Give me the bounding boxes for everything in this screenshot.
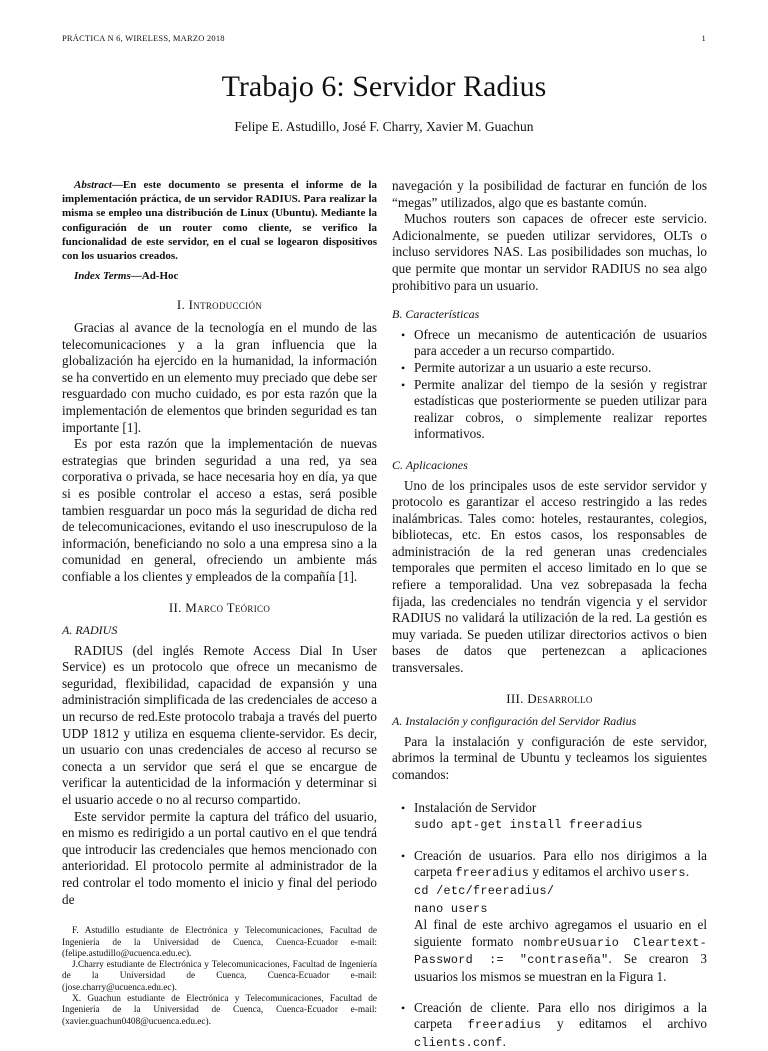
step-client-code-file: clients.conf <box>414 1035 503 1050</box>
step-users-command-cd: cd /etc/freeradius/ <box>414 883 555 898</box>
footnote-3: X. Guachun estudiante de Electrónica y Telecomunicaciones, Facultad de Ingeniería de la Universidad de Cuenca, Cuenca-Ecuador e-mail: (xavier.guachun0408@ucuenca.edu.ec). <box>62 993 377 1027</box>
marco-paragraph-2: Este servidor permite la captura del tráfico del usuario, en mismo es redirigido a un portal cautivo en el que tendrá que introducir las credenciales que hemos mencionado con anterioridad. El protocolo permite al administrador de la red controlar el todo momento el inicio y final del periodo de <box>62 808 377 907</box>
running-title: PRÁCTICA N 6, WIRELESS, MARZO 2018 <box>62 33 225 43</box>
list-item: • Ofrece un mecanismo de autenticación de usuarios para acceder a un recurso compartido. <box>414 327 707 360</box>
abstract <box>62 178 377 263</box>
marco-paragraph-4: Muchos routers son capaces de ofrecer este servicio. Adicionalmente, se pueden utilizar servidores, OLTs o incluso servidores NAS. Las posibilidades son muchas, lo que permite que montar un servidor RADIUS no sea algo prohibitivo para un usuario. <box>392 211 707 293</box>
steps-list <box>392 800 707 1051</box>
step-users-text-e: . Se crearon 3 usuarios los mismos se muestran en la Figura 1. <box>414 951 708 984</box>
step-item-users <box>414 848 707 986</box>
right-column <box>392 178 707 1051</box>
step-item-install <box>414 800 707 834</box>
subsection-heading-instalacion: A. Instalación y configuración del Servidor Radius <box>392 714 637 729</box>
list-item: • Permite analizar del tiempo de la sesión y registrar estadísticas que posteriormente se pueden utilizar para realizar cobros, o simplemente realizar reportes informativos. <box>414 377 707 443</box>
left-column <box>62 178 377 1028</box>
step-client-text-c: . <box>502 1033 506 1049</box>
running-header <box>62 33 706 43</box>
subsection-heading-aplicaciones: C. Aplicaciones <box>392 457 468 472</box>
footnote-rule <box>62 920 377 921</box>
subsection-heading-caracteristicas: B. Características <box>392 307 480 322</box>
step-install-command: sudo apt-get install freeradius <box>414 818 643 833</box>
paper-title: Trabajo 6: Servidor Radius <box>221 70 547 103</box>
subsection-heading-radius: A. RADIUS <box>62 623 118 638</box>
list-item: • Permite autorizar a un usuario a este recurso. <box>414 360 707 377</box>
footnote-2: J.Charry estudiante de Electrónica y Telecomunicaciones, Facultad de Ingeniería de la Universidad de Cuenca, Cuenca-Ecuador e-mail: (jose.charry@ucuenca.edu.ec). <box>62 960 377 993</box>
aplicaciones-paragraph: Uno de los principales usos de este servidor servidor y protocolo es garantizar el acceso restringido a las redes inalámbricas. Tales como: hoteles, restaurantes, colegios, bibliotecas, etc. En estos casos, los responsables de administración de la red generan unas credenciales temporales que permiten el acceso limitado en lo que se refiere a temporalidad. Una vez sobrepasada la fecha fijada, las credenciales no tendrán vigencia y el servidor RADIUS no validará la utilización de la red. La gestión es muy variada. Se pueden utilizar directorios activos o bien bases de datos que pertenezcan a aplicaciones transversales. <box>392 477 707 676</box>
step-users-code-file: users <box>648 866 686 881</box>
section-heading-marco: II. Marco Teórico <box>168 599 271 615</box>
intro-paragraph-1: Gracias al avance de la tecnología en el mundo de las telecomunicaciones y a la gran influencia que la globalización ha ejercido en la humanidad, la información se ha convertido en un elemento muy preciado que debe ser resguardado con mucho cuidado, es por esta razón que la implementación de elementos que brinden seguridad es tan importante [1]. <box>62 320 377 435</box>
section-heading-desarrollo: III. Desarrollo <box>506 690 593 706</box>
intro-paragraph-2: Es por esta razón que la implementación de nuevas estrategias que brinden seguridad a una red, ya sea corporativa o privada, se hace necesaria hoy en día, ya que si es posible controlar el acceso a estas, será posible tambien resguardar un poco más la seguridad de dicha red de telecomunicaciones, evitando el uso inescrupuloso de la información, beneficiando no solo a una empresa sino a la comunidad en general, ofreciendo un ambiente más confiable a los clientes y empleados de la compañía [1]. <box>62 436 377 584</box>
footnote-1: F. Astudillo estudiante de Electrónica y Telecomunicaciones, Facultad de Ingeniería de la Universidad de Cuenca, Cuenca-Ecuador e-mail: (felipe.astudillo@ucuenca.edu.ec). <box>62 926 377 959</box>
abstract-label: Abstract <box>74 179 112 191</box>
step-users-command-nano: nano users <box>414 901 488 916</box>
page-number: 1 <box>701 33 706 43</box>
paper-authors: Felipe E. Astudillo, José F. Charry, Xavier M. Guachun <box>234 119 534 134</box>
index-terms-label: Index Terms <box>74 270 131 283</box>
step-users-code-format: nombreUsuario Cleartext-Password := "contraseña" <box>414 935 707 968</box>
step-users-text-a: Creación de usuarios. Para ello nos dirigimos a la carpeta <box>414 847 707 880</box>
step-item-client <box>414 1000 707 1051</box>
step-users-text-b: y editamos el archivo <box>529 864 649 880</box>
index-terms-text: —Ad-Hoc <box>130 270 179 283</box>
step-client-text-b: y editamos el archivo <box>541 1016 708 1032</box>
section-heading-intro: I. Introducción <box>176 297 263 313</box>
caracteristicas-list <box>392 327 707 443</box>
step-client-code-folder: freeradius <box>467 1018 542 1033</box>
spacer <box>392 784 707 798</box>
index-terms <box>62 269 377 283</box>
marco-paragraph-1: RADIUS (del inglés Remote Access Dial In User Service) es un protocolo que ofrece un mecanismo de seguridad, flexibilidad, capacidad de expansión y una administración simplificada de las credenciales de acceso a un recurso de red.Este protocolo trabaja a través del puerto UDP 1812 y utiliza en esquema cliente-servidor. Es decir, un usuario con unas credenciales de acceso al recurso se conecta a un servidor que será el que se encargue de verificar la autenticidad de la información y determinar si el usuario accede o no al recurso compartido. <box>62 642 377 808</box>
desarrollo-paragraph-1: Para la instalación y configuración de este servidor, abrimos la terminal de Ubuntu y tecleamos los siguientes comandos: <box>392 733 707 782</box>
step-users-code-folder: freeradius <box>455 866 530 881</box>
abstract-text: —En este documento se presenta el informe de la implementación práctica, de un servidor RADIUS. Para realizar la misma se empleo una distribución de Linux (Ubuntu). Mediante la configuración de un router como cliente, se verifico la funcionalidad de este servidor, en el cual se logearon dispositivos con los usuarios creados. <box>62 179 377 263</box>
step-install-text: Instalación de Servidor <box>414 799 537 815</box>
step-client-text-a: Creación de cliente. Para ello nos dirigimos a la carpeta <box>414 999 707 1032</box>
step-users-text-c: . <box>685 864 690 880</box>
marco-paragraph-3: navegación y la posibilidad de facturar en función de los “megas” utilizados, algo que es bastante común. <box>392 178 707 210</box>
step-users-text-d: Al final de este archivo agregamos el usuario en el siguiente formato <box>414 917 707 949</box>
